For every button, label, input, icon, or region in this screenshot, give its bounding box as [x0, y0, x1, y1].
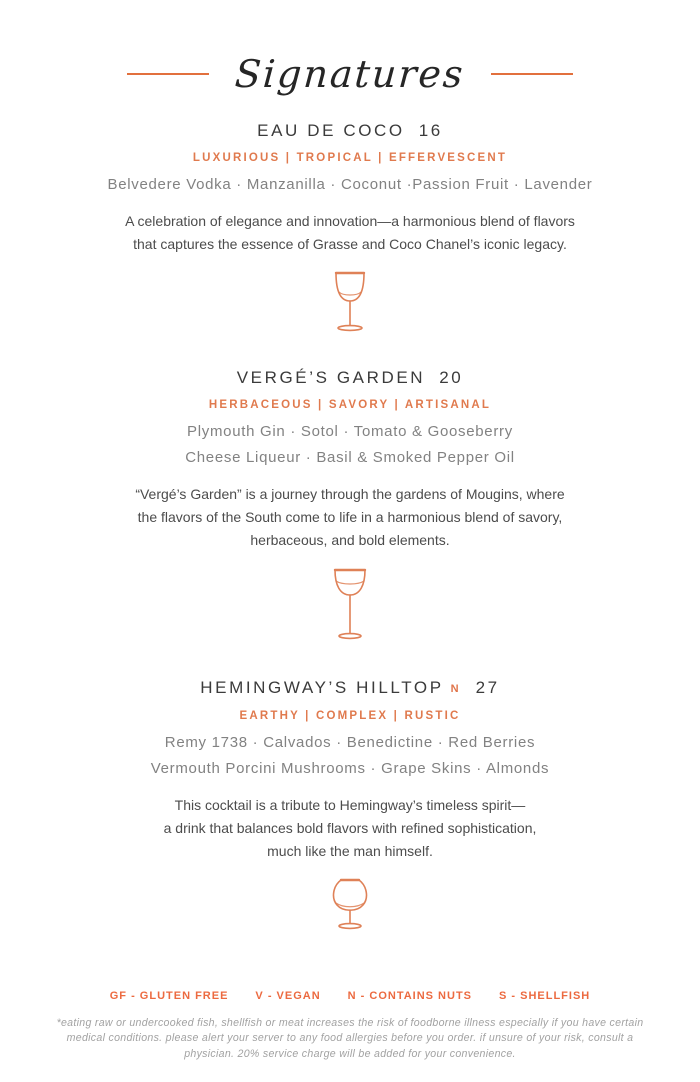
menu-header — [0, 48, 700, 100]
drink-name — [0, 120, 700, 142]
left-divider-rule — [127, 73, 209, 75]
description-line: that captures the essence of Grasse and Coco Chanel’s iconic legacy. — [133, 235, 567, 252]
contains-nuts-badge: N — [450, 682, 460, 695]
legend-item-vegan: V - VEGAN — [255, 989, 321, 1002]
drink-ingredients — [0, 419, 700, 472]
description-line: a drink that balances bold flavors with refined sophistication, — [163, 819, 537, 836]
ingredients-line: Plymouth Gin · Sotol · Tomato & Gooseberry — [187, 422, 513, 440]
disclaimer-line: *eating raw or undercooked fish, shellfish or meat increases the risk of foodborne illness especially if you have certain — [56, 1016, 644, 1029]
legend-item-contains-nuts: N - CONTAINS NUTS — [347, 989, 473, 1002]
drink-price: 27 — [475, 677, 500, 697]
menu-footer — [0, 990, 700, 1063]
disclaimer-line: medical conditions. please alert your server to any food allergies before you order. if unsure of your risk, consult a — [66, 1032, 634, 1044]
drink-name — [0, 677, 700, 700]
drink-tags: HERBACEOUS | SAVORY | ARTISANAL — [208, 398, 492, 411]
drink-name-text: EAU DE COCO — [257, 121, 405, 140]
drink-description — [70, 210, 630, 256]
ingredients-line: Belvedere Vodka · Manzanilla · Coconut ·Passion Fruit · Lavender — [107, 176, 593, 193]
right-divider-rule — [491, 73, 573, 75]
description-line: much like the man himself. — [267, 842, 433, 859]
drink-entry-eau-de-coco — [0, 120, 700, 335]
description-line: “Vergé’s Garden” is a journey through the gardens of Mougins, where — [135, 485, 565, 502]
drink-name-text: VERGÉ’S GARDEN — [236, 367, 426, 387]
disclaimer-line: physician. 20% service charge will be added for your convenience. — [184, 1047, 516, 1060]
description-line: herbaceous, and bold elements. — [250, 531, 450, 548]
drink-ingredients — [0, 730, 700, 783]
description-line: the flavors of the South come to life in a harmonious blend of savory, — [137, 508, 563, 525]
drink-entry-hemingways-hilltop — [0, 677, 700, 938]
description-line: This cocktail is a tribute to Hemingway’s timeless spirit— — [174, 796, 526, 813]
drink-name — [0, 367, 700, 389]
ingredients-line: Vermouth Porcini Mushrooms · Grape Skins · Almonds — [150, 760, 550, 777]
disclaimer-text — [0, 1016, 700, 1063]
dietary-legend — [0, 990, 700, 1003]
snifter-glass-icon — [324, 876, 376, 938]
drink-description — [70, 794, 630, 863]
legend-item-gluten-free: GF - GLUTEN FREE — [109, 989, 229, 1002]
drink-ingredients — [0, 172, 700, 199]
drink-name-text: HEMINGWAY’S HILLTOP — [200, 677, 444, 697]
ingredients-line: Cheese Liqueur · Basil & Smoked Pepper Oil — [185, 449, 515, 466]
drink-tags: EARTHY | COMPLEX | RUSTIC — [239, 709, 461, 722]
drink-description — [70, 483, 630, 552]
drink-entry-verges-garden — [0, 367, 700, 645]
page-title: Signatures — [233, 52, 467, 96]
coupe-glass-icon — [328, 565, 372, 645]
ingredients-line: Remy 1738 · Calvados · Benedictine · Red Berries — [164, 733, 536, 751]
drink-price: 20 — [439, 367, 464, 387]
description-line: A celebration of elegance and innovation—a harmonious blend of flavors — [125, 212, 575, 229]
legend-item-shellfish: S - SHELLFISH — [499, 989, 591, 1002]
drink-tags: LUXURIOUS | TROPICAL | EFFERVESCENT — [192, 152, 508, 164]
drink-price: 16 — [418, 121, 443, 140]
wine-glass-icon — [326, 269, 374, 335]
